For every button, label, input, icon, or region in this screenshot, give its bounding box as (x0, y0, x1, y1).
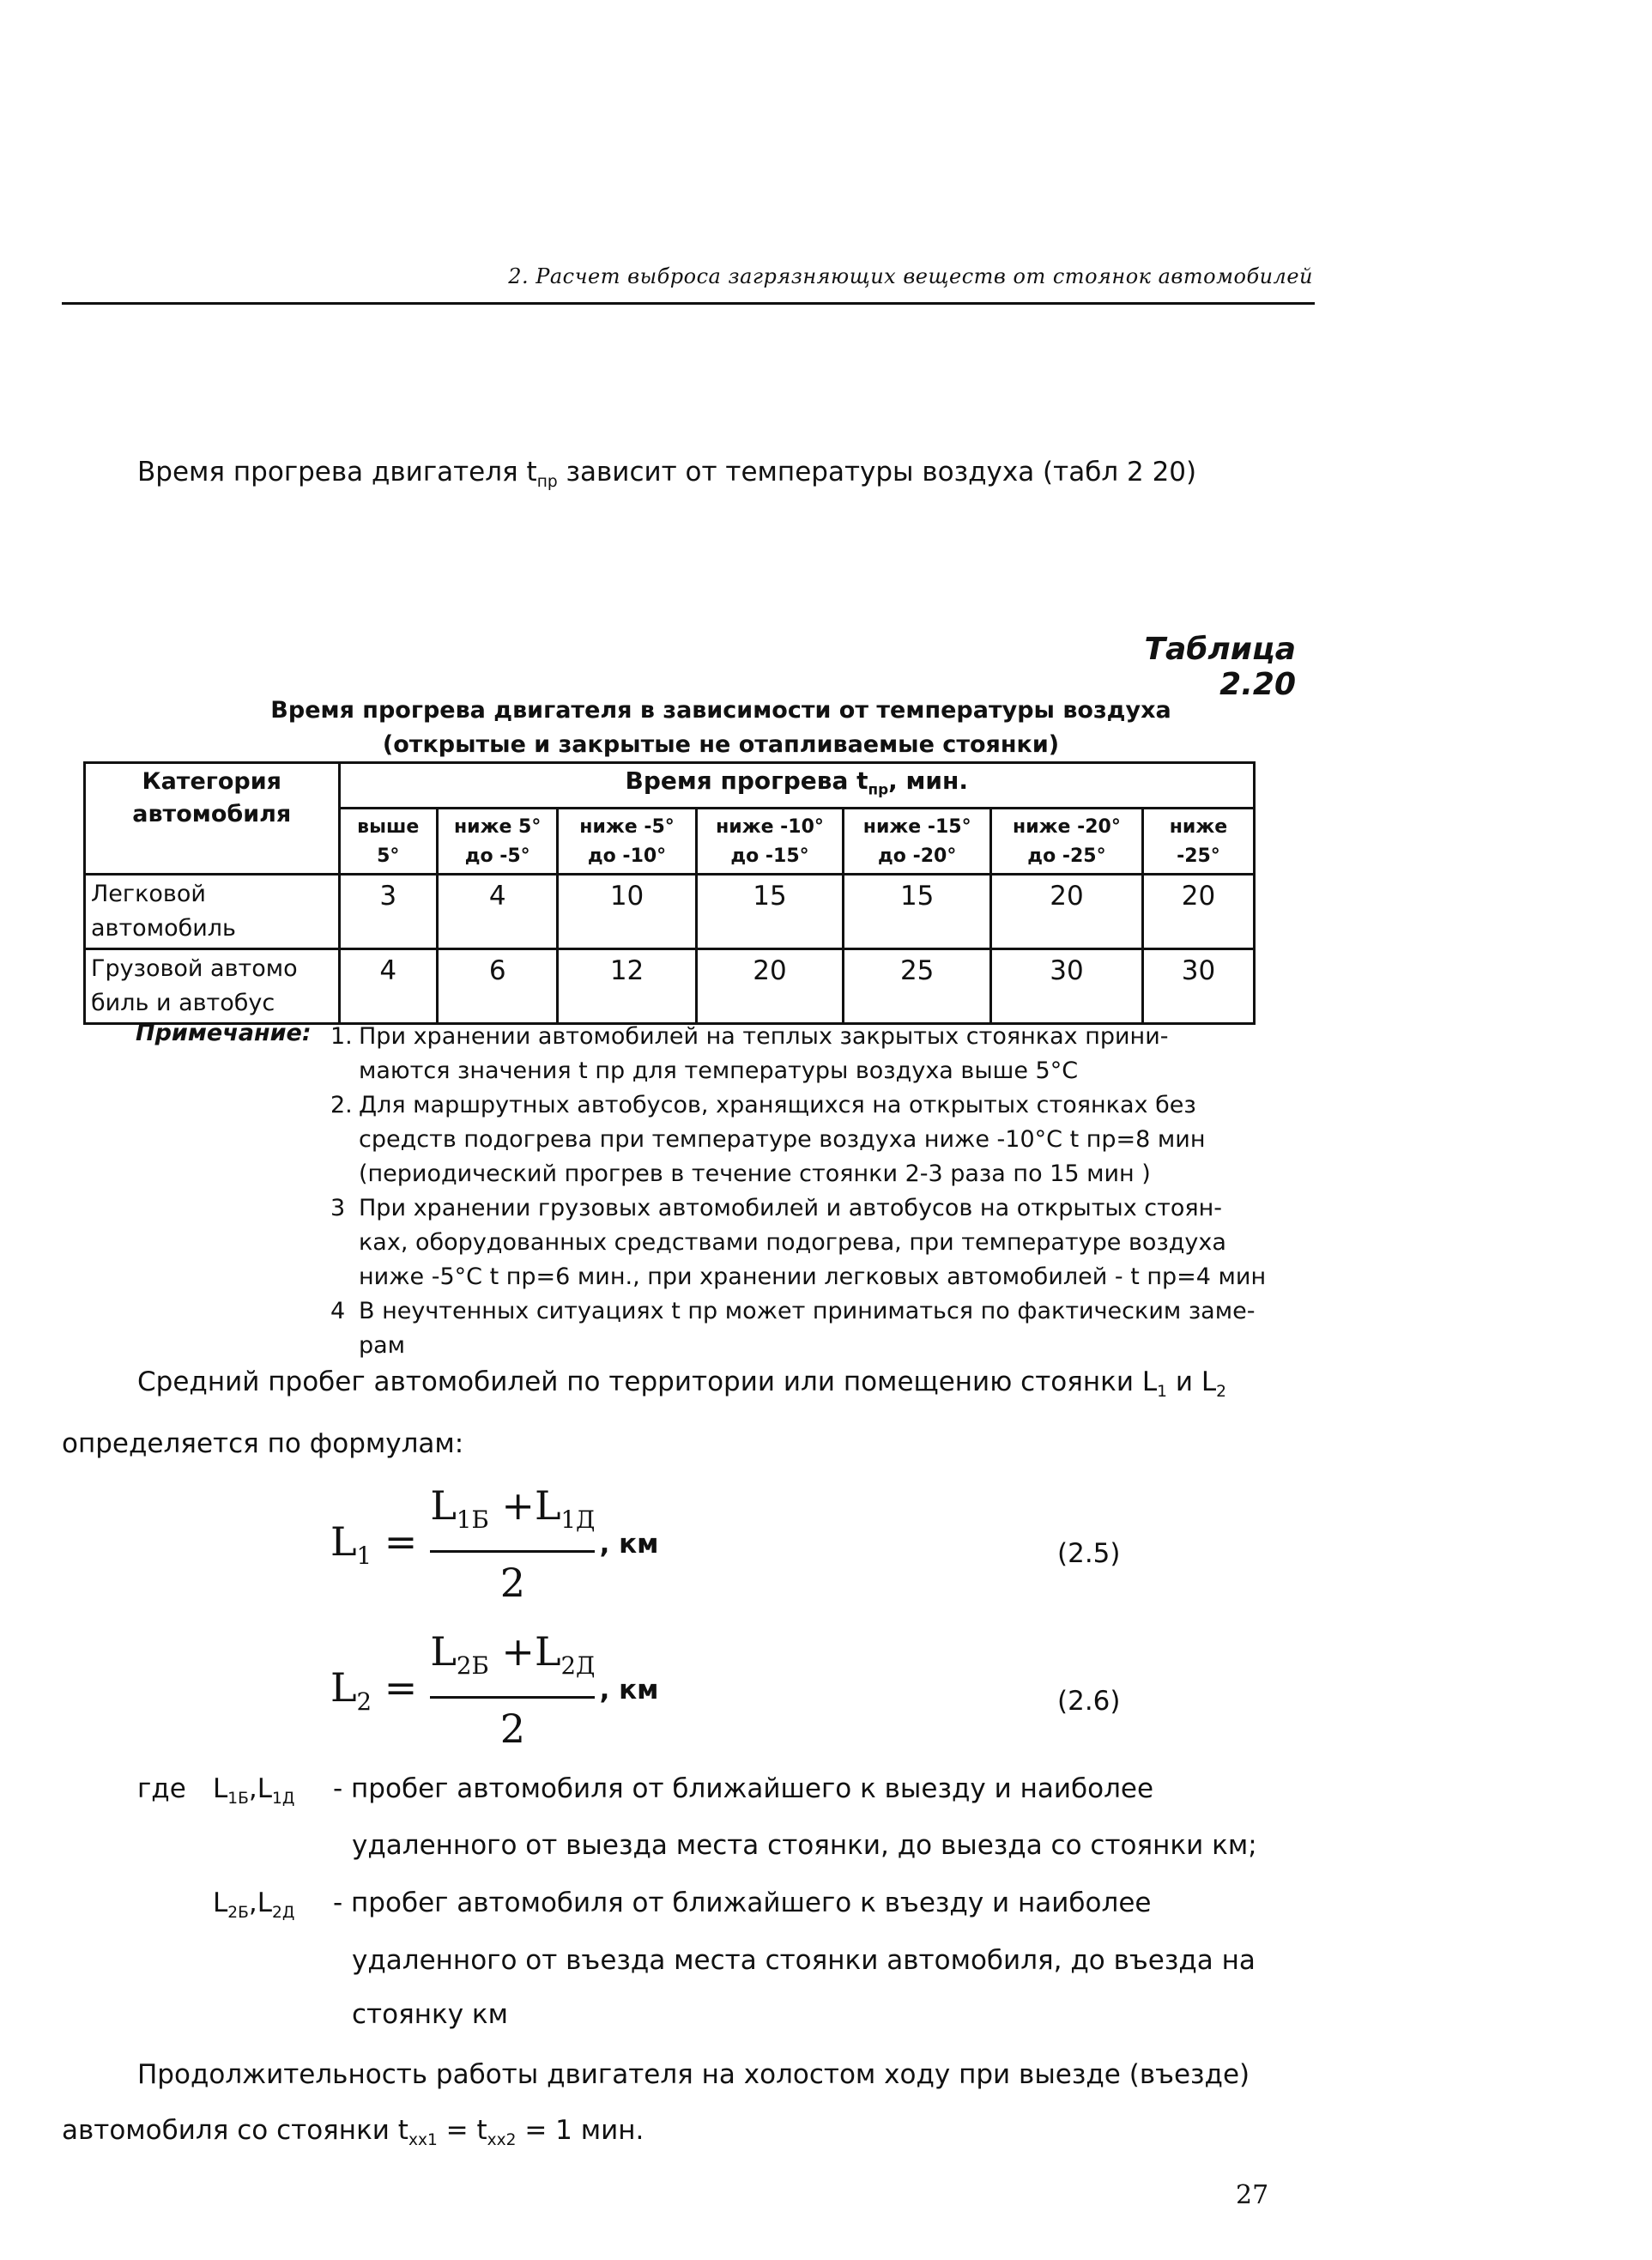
intro-paragraph (137, 453, 1196, 501)
idle-line2: автомобиля со стоянки $t_{хх1} = t_{хх2} = 1$ мин. (62, 2115, 644, 2150)
note-line: ниже -5°С t пр=6 мин., при хранении легковых автомобилей - t пр=4 мин (359, 1263, 1267, 1290)
table-header-row (85, 763, 1255, 809)
note-line: ках, оборудованных средствами подогрева, при температуре воздуха (359, 1229, 1226, 1256)
mileage-sub: 2 (1216, 1383, 1226, 1402)
fraction-bar (430, 1550, 595, 1553)
warmup-table (83, 761, 1256, 1025)
idle-line1: Продолжительность работы двигателя на холостом ходу при выезде (въезде) (137, 2059, 1250, 2090)
header-rule (62, 302, 1315, 305)
note-item (359, 1088, 1303, 1191)
table-cell: 10 (558, 874, 696, 948)
row-category: Легковой автомобиль (85, 874, 340, 948)
table-cell: 30 (991, 948, 1143, 1023)
formula-fraction (430, 1481, 595, 1608)
category-header: Категория автомобиля (85, 763, 340, 875)
time-header-text: Время прогрева t (625, 766, 868, 795)
where-def-2-line3: стоянку км (352, 1999, 509, 2030)
intro-text-before: Время прогрева двигателя t (137, 457, 537, 488)
column-header: ниже -5° до -10° (558, 808, 696, 874)
table-caption: Таблица 2.20 (1144, 632, 1296, 702)
table-row (85, 874, 1255, 948)
column-header: ниже 5° до -5° (437, 808, 557, 874)
note-number: 3 (330, 1195, 346, 1221)
formula-lhs: $L_1$ = (330, 1518, 418, 1571)
formula-unit: , км (599, 1529, 659, 1560)
table-title (154, 694, 1287, 762)
table-cell: 15 (696, 874, 844, 948)
note-number: 2. (330, 1092, 353, 1118)
page-number: 27 (1236, 2180, 1269, 2210)
table-cell: 6 (437, 948, 557, 1023)
table-cell: 4 (339, 948, 437, 1023)
row-category: Грузовой автомо биль и автобус (85, 948, 340, 1023)
note-item (359, 1294, 1303, 1363)
table-title-line1: Время прогрева двигателя в зависимости от температуры воздуха (270, 697, 1171, 724)
formula-denominator: 2 (499, 1706, 526, 1753)
where-def-1-line2: удаленного от выезда места стоянки, до выезда со стоянки км; (352, 1830, 1257, 1861)
column-header: ниже -15° до -20° (844, 808, 991, 874)
formula-number: (2.5) (1057, 1538, 1121, 1569)
formula-2-5 (330, 1481, 1017, 1609)
column-header: ниже -25° (1142, 808, 1254, 874)
note-number: 4 (330, 1298, 346, 1324)
formula-number: (2.6) (1057, 1686, 1121, 1717)
table-cell: 20 (991, 874, 1143, 948)
note-item (359, 1020, 1303, 1088)
mileage-text-mid: и L (1166, 1366, 1217, 1397)
table-cell: 3 (339, 874, 437, 948)
table-cell: 20 (1142, 874, 1254, 948)
note-line: В неучтенных ситуациях t пр может приниматься по фактическим заме- (359, 1298, 1256, 1324)
where-def-1-line1: - пробег автомобиля от ближайшего к выезду и наиболее (333, 1773, 1154, 1804)
table-cell: 20 (696, 948, 844, 1023)
note-item (359, 1191, 1303, 1294)
formula-fraction (430, 1627, 595, 1754)
table-cell: 12 (558, 948, 696, 1023)
mileage-sub: 1 (1157, 1383, 1167, 1402)
column-header: ниже -10° до -15° (696, 808, 844, 874)
formula-denominator: 2 (499, 1560, 526, 1607)
time-header-sub: пр (868, 780, 889, 798)
column-header: ниже -20° до -25° (991, 808, 1143, 874)
running-header: 2. Расчет выброса загрязняющих веществ от стоянок автомобилей (508, 264, 1313, 288)
formula-lhs: $L_2$ = (330, 1664, 418, 1717)
time-header-unit: , мин. (888, 766, 969, 795)
note-line: рам (359, 1332, 406, 1359)
column-header: выше 5° (339, 808, 437, 874)
table-title-line2: (открытые и закрытые не отапливаемые стоянки) (382, 731, 1060, 758)
note-line: средств подогрева при температуре воздуха ниже -10°С t пр=8 мин (359, 1126, 1206, 1153)
formula-numerator: $L_{1Б} +L_{1Д}$ (430, 1482, 596, 1535)
where-word: где (137, 1773, 186, 1804)
fraction-bar (430, 1696, 595, 1699)
note-number: 1. (330, 1023, 353, 1050)
time-header (339, 763, 1254, 809)
note-line: При хранении грузовых автомобилей и автобусов на открытых стоян- (359, 1195, 1223, 1221)
mileage-intro-line2: определяется по формулам: (62, 1428, 464, 1459)
table-row (85, 948, 1255, 1023)
table-cell: 4 (437, 874, 557, 948)
where-def-2-line1: - пробег автомобиля от ближайшего к въезду и наиболее (333, 1887, 1152, 1918)
notes-label: Примечание: (136, 1020, 312, 1046)
note-line: При хранении автомобилей на теплых закрытых стоянках прини- (359, 1023, 1169, 1050)
intro-sub: пр (536, 473, 558, 492)
formula-2-6 (330, 1627, 1017, 1755)
note-line: маются значения t пр для температуры воздуха выше 5°С (359, 1057, 1079, 1084)
table-cell: 25 (844, 948, 991, 1023)
note-line: (периодический прогрев в течение стоянки 2-3 раза по 15 мин ) (359, 1160, 1151, 1187)
note-line: Для маршрутных автобусов, хранящихся на открытых стоянках без (359, 1092, 1196, 1118)
table-cell: 15 (844, 874, 991, 948)
where-symbol-2: $L_{2Б},L_{2Д}$ (213, 1887, 295, 1923)
intro-text-after: зависит от температуры воздуха (табл 2 20) (557, 457, 1197, 488)
where-def-2-line2: удаленного от въезда места стоянки автомобиля, до въезда на (352, 1945, 1256, 1976)
mileage-intro-line1 (137, 1363, 1313, 1411)
where-symbol-1: $L_{1Б},L_{1Д}$ (213, 1773, 295, 1809)
table-cell: 30 (1142, 948, 1254, 1023)
formula-unit: , км (599, 1675, 659, 1706)
formula-numerator: $L_{2Б} +L_{2Д}$ (430, 1628, 596, 1681)
mileage-text: Средний пробег автомобилей по территории или помещению стоянки L (137, 1366, 1158, 1397)
